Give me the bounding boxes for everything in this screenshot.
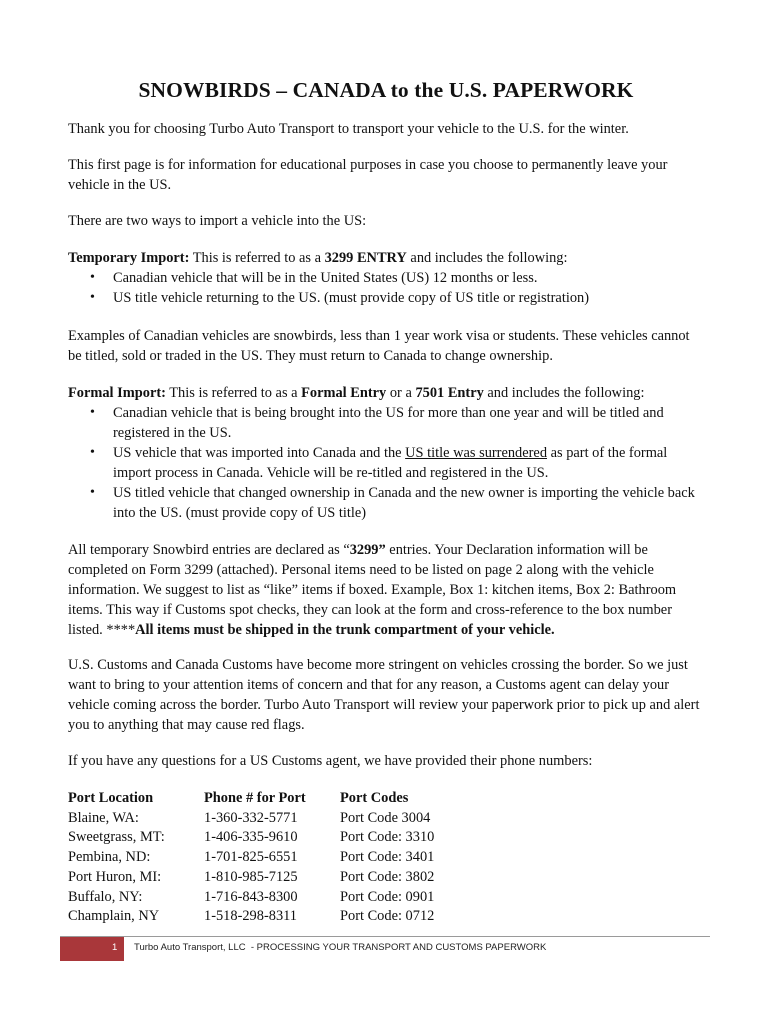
port-code: Port Code: 3401 bbox=[340, 849, 435, 866]
temporary-entry-type: 3299 ENTRY bbox=[324, 250, 407, 266]
port-code: Port Code: 0901 bbox=[340, 888, 435, 905]
formal-entry: Formal Entry bbox=[301, 385, 387, 401]
port-code: Port Code: 3802 bbox=[340, 868, 435, 885]
snowbird-text-mid: entries. Your Declaration information will be completed on Form 3299 (attached). Personal items need to be listed on page 2 along with the vehicle information. We suggest to list as “like” items if boxed. Example, Box 1: kitchen items, Box 2: Bathroom items. This way if Customs spot checks, they can look at the form and cross-reference to the box number listed. **** bbox=[68, 542, 677, 638]
import-ways-paragraph: There are two ways to import a vehicle into the US: bbox=[68, 213, 367, 229]
temporary-text: This is referred to as a bbox=[189, 250, 325, 266]
ports-table bbox=[68, 789, 480, 927]
list-item: • Canadian vehicle that will be in the United States (US) 12 months or less. bbox=[68, 268, 704, 288]
footer-page-number: 1 bbox=[112, 942, 118, 953]
port-code: Port Code: 0712 bbox=[340, 908, 435, 925]
table-row bbox=[68, 809, 480, 829]
list-item: • US titled vehicle that changed ownership in Canada and the new owner is importing the vehicle back into the US. (must provide copy of US title) bbox=[68, 483, 704, 523]
formal-text: This is referred to as a bbox=[165, 385, 302, 401]
formal-or: or a bbox=[386, 385, 416, 401]
footer-divider bbox=[60, 936, 710, 937]
list-item: • Canadian vehicle that is being brought into the US for more than one year and will be titled and registered in the US. bbox=[68, 403, 704, 443]
port-phone: 1-360-332-5771 bbox=[204, 809, 298, 826]
port-location: Sweetgrass, MT: bbox=[68, 829, 165, 846]
purpose-paragraph: This first page is for information for educational purposes in case you choose to permanently leave your vehicle in the US. bbox=[68, 157, 668, 193]
temporary-import-label: Temporary Import: bbox=[68, 250, 190, 266]
item-text: US vehicle that was imported into Canada and the bbox=[113, 445, 406, 461]
page-title: SNOWBIRDS – CANADA to the U.S. PAPERWORK bbox=[138, 78, 634, 102]
header-port-location: Port Location bbox=[68, 790, 154, 806]
table-row bbox=[68, 848, 480, 868]
temporary-import-heading bbox=[68, 248, 704, 268]
port-code: Port Code 3004 bbox=[340, 809, 431, 826]
table-row bbox=[68, 888, 480, 908]
examples-paragraph: Examples of Canadian vehicles are snowbirds, less than 1 year work visa or students. These vehicles cannot be titled, sold or traded in the US. They must return to Canada to change ownership. bbox=[68, 328, 690, 364]
header-phone: Phone # for Port bbox=[204, 790, 306, 806]
formal-text-end: and includes the following: bbox=[483, 385, 645, 401]
surrendered-underline: US title was surrendered bbox=[405, 445, 548, 461]
trunk-warning: All items must be shipped in the trunk compartment of your vehicle. bbox=[135, 622, 555, 638]
port-phone: 1-701-825-6551 bbox=[204, 849, 298, 866]
formal-import-list bbox=[68, 403, 704, 523]
port-location: Buffalo, NY: bbox=[68, 888, 143, 905]
port-location: Champlain, NY bbox=[68, 908, 160, 925]
port-phone: 1-518-298-8311 bbox=[204, 908, 297, 925]
table-row bbox=[68, 907, 480, 927]
port-location: Pembina, ND: bbox=[68, 849, 151, 866]
temporary-import-list bbox=[68, 268, 704, 308]
formal-import-heading bbox=[68, 383, 704, 403]
snowbird-paragraph bbox=[68, 540, 704, 640]
formal-import-label: Formal Import: bbox=[68, 385, 166, 401]
intro-paragraph: Thank you for choosing Turbo Auto Transport to transport your vehicle to the U.S. for the winter. bbox=[68, 121, 629, 137]
list-item bbox=[68, 443, 704, 483]
port-phone: 1-716-843-8300 bbox=[204, 888, 298, 905]
port-location: Blaine, WA: bbox=[68, 809, 139, 826]
table-header-row bbox=[68, 789, 480, 809]
list-item: • US title vehicle returning to the US. (must provide copy of US title or registration) bbox=[68, 288, 704, 308]
formal-7501-entry: 7501 Entry bbox=[415, 385, 484, 401]
port-code: Port Code: 3310 bbox=[340, 829, 435, 846]
item-text-end: as part of the formal import process in Canada. Vehicle will be re-titled and registered in the US. bbox=[113, 445, 668, 481]
port-phone: 1-406-335-9610 bbox=[204, 829, 298, 846]
header-port-codes: Port Codes bbox=[340, 790, 409, 806]
port-phone: 1-810-985-7125 bbox=[204, 868, 298, 885]
table-row bbox=[68, 868, 480, 888]
port-location: Port Huron, MI: bbox=[68, 868, 162, 885]
snowbird-text: All temporary Snowbird entries are declared as “ bbox=[68, 542, 350, 558]
temporary-text-end: and includes the following: bbox=[406, 250, 568, 266]
questions-paragraph: If you have any questions for a US Customs agent, we have provided their phone numbers: bbox=[68, 753, 593, 769]
entry-code: 3299” bbox=[349, 542, 386, 558]
table-row bbox=[68, 828, 480, 848]
customs-paragraph: U.S. Customs and Canada Customs have become more stringent on vehicles crossing the border. So we just want to bring to your attention items of concern and that for any reason, a Customs agent can delay your vehicle coming across the border. Turbo Auto Transport will review your paperwork prior to pick up and alert you to anything that may cause red flags. bbox=[68, 657, 700, 733]
footer-text: Turbo Auto Transport, LLC - PROCESSING YOUR TRANSPORT AND CUSTOMS PAPERWORK bbox=[134, 942, 547, 953]
